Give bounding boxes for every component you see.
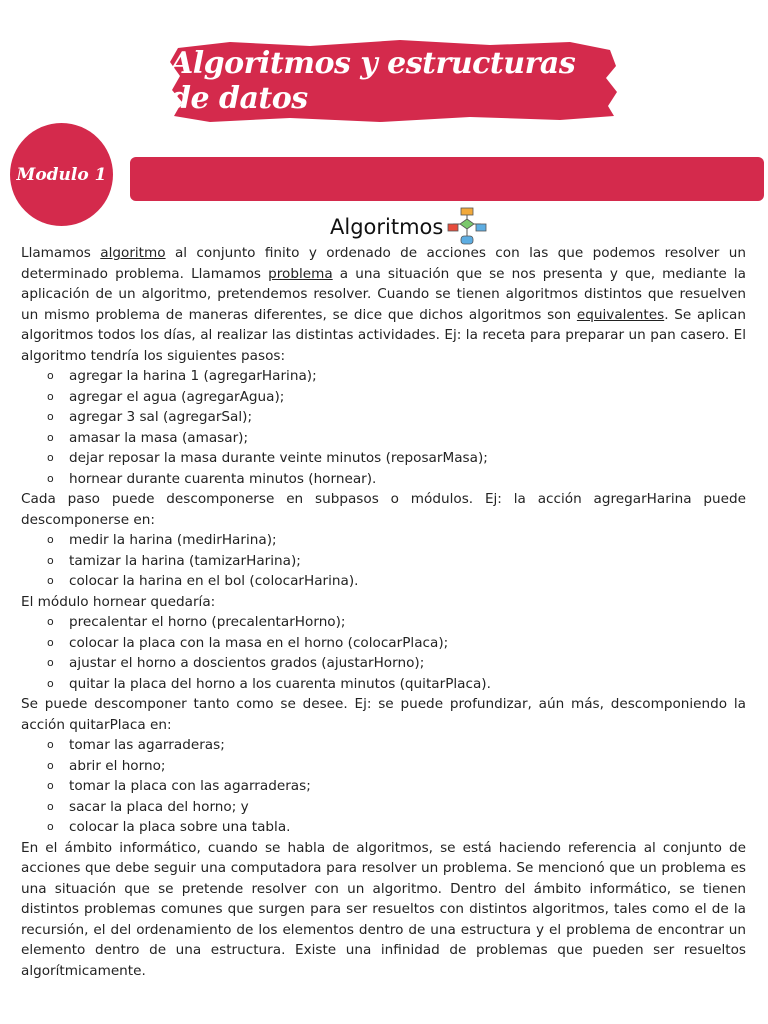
list-item: o precalentar el horno (precalentarHorno); — [21, 612, 746, 633]
list-item: o tomar las agarraderas; — [21, 735, 746, 756]
term-equivalentes: equivalentes — [576, 306, 665, 323]
list-item: o amasar la masa (amasar); — [21, 428, 746, 449]
list-item: o dejar reposar la masa durante veinte minutos (reposarMasa); — [21, 448, 746, 469]
list-item: o colocar la placa con la masa en el horno (colocarPlaca); — [21, 633, 746, 654]
section-title: Algoritmos — [330, 215, 444, 239]
body-text — [21, 243, 746, 981]
intro-text-2: al conjunto finito y ordenado de acciones con las que podemos resolver un determinado problema. Llamamos — [21, 245, 746, 282]
intro-text-1: Llamamos — [21, 245, 101, 261]
intro-text-4: . Se aplican algoritmos todos los días, al realizar las distintas actividades. Ej: la receta para preparar un pan casero. El algoritmo tendría los siguientes pasos: — [21, 306, 746, 364]
title-banner — [170, 36, 618, 126]
paragraph-hornear: El módulo hornear quedaría: — [21, 593, 216, 610]
intro-text-3: a una situación que se nos presenta y que, mediante la aplicación de un algoritmo, pretendemos resolver. Cuando se tienen algoritmos distintos que resuelven un mismo problema de maneras diferentes, se dice que dichos algoritmos son — [21, 265, 747, 323]
flowchart-icon — [447, 207, 487, 247]
list-item: o agregar el agua (agregarAgua); — [21, 387, 746, 408]
hornear-list — [21, 612, 746, 694]
list-item: o ajustar el horno a doscientos grados (ajustarHorno); — [21, 653, 746, 674]
list-item: o medir la harina (medirHarina); — [21, 530, 746, 551]
module-badge — [10, 123, 113, 226]
list-item: o colocar la harina en el bol (colocarHarina). — [21, 571, 746, 592]
header-bar — [130, 157, 764, 201]
section-heading — [330, 207, 487, 247]
term-algoritmo: algoritmo — [100, 245, 166, 261]
paragraph-subpasos: Cada paso puede descomponerse en subpasos o módulos. Ej: la acción agregarHarina puede descomponerse en: — [21, 491, 746, 528]
list-item: o sacar la placa del horno; y — [21, 797, 746, 818]
list-item: o abrir el horno; — [21, 756, 746, 777]
list-item: o colocar la placa sobre una tabla. — [21, 817, 746, 838]
paragraph-descomponer: Se puede descomponer tanto como se desee. Ej: se puede profundizar, aún más, descomponiendo la acción quitarPlaca en: — [21, 696, 746, 733]
list-item: o tamizar la harina (tamizarHarina); — [21, 551, 746, 572]
list-item: o hornear durante cuarenta minutos (hornear). — [21, 469, 746, 490]
paragraph-informatico: En el ámbito informático, cuando se habla de algoritmos, se está haciendo referencia al conjunto de acciones que debe seguir una computadora para resolver un problema. Se mencionó que un problema es una situación que se pretende resolver con un algoritmo. Dentro del ámbito informático, se tienen distintos problemas comunes que surgen para ser resueltos con distintos algoritmos, tales como el de la recursión, el del ordenamiento de los elementos dentro de una estructura y el problema de encontrar un elemento dentro de una estructura. Existe una infinidad de problemas que pueden ser resueltos algorítmicamente. — [21, 839, 746, 979]
list-item: o quitar la placa del horno a los cuarenta minutos (quitarPlaca). — [21, 674, 746, 695]
substeps-list — [21, 530, 746, 592]
list-item: o agregar 3 sal (agregarSal); — [21, 407, 746, 428]
steps-list — [21, 366, 746, 489]
list-item: o agregar la harina 1 (agregarHarina); — [21, 366, 746, 387]
quitar-list — [21, 735, 746, 838]
list-item: o tomar la placa con las agarraderas; — [21, 776, 746, 797]
document-title: Algoritmos y estructuras de datos — [170, 46, 576, 116]
term-problema: problema — [268, 265, 333, 282]
module-label: Modulo 1 — [16, 164, 107, 185]
intro-paragraph — [21, 243, 746, 366]
